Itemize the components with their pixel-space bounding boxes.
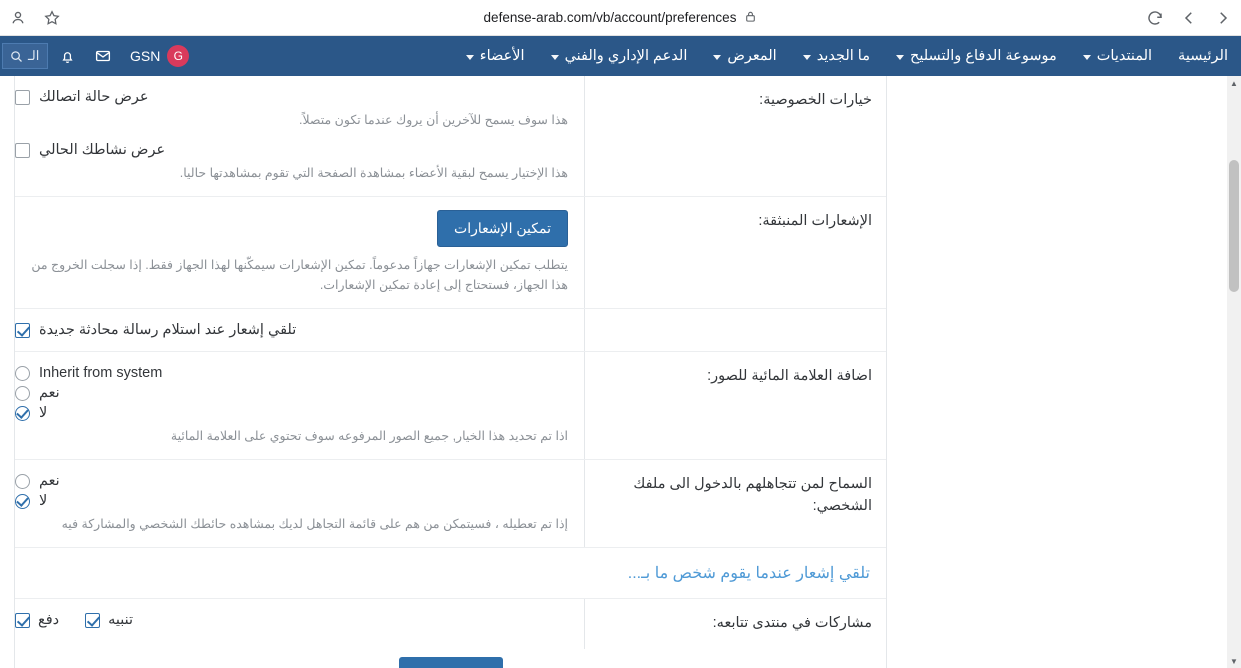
row-field	[15, 76, 584, 196]
option-show-current-activity[interactable]	[15, 142, 568, 158]
browser-right-controls	[1141, 0, 1237, 35]
checkbox[interactable]	[85, 613, 100, 628]
option-label: لا	[39, 405, 48, 421]
nav-item-support[interactable]	[538, 36, 701, 76]
nav-item-label: المعرض	[727, 48, 777, 64]
preference-row-ignored-profile-access	[15, 460, 886, 548]
search-partial-text: الـ	[28, 48, 40, 63]
page-left-margin	[0, 76, 14, 668]
option-show-online-status[interactable]	[15, 89, 568, 105]
radio-button[interactable]	[15, 406, 30, 421]
back-arrow-icon[interactable]	[1175, 4, 1203, 32]
row-field	[15, 460, 584, 547]
row-label	[584, 309, 886, 351]
profile-icon[interactable]	[4, 4, 32, 32]
user-menu[interactable]	[122, 45, 197, 67]
nav-item-label: المنتديات	[1096, 48, 1153, 64]
option-label: تلقي إشعار عند استلام رسالة محادثة جديدة	[39, 322, 297, 338]
lock-icon	[744, 10, 757, 26]
option-push[interactable]	[15, 612, 59, 628]
radio-option-no[interactable]	[15, 493, 568, 509]
checkbox[interactable]	[15, 90, 30, 105]
nav-user-area	[0, 36, 197, 76]
radio-option-inherit[interactable]	[15, 365, 568, 381]
option-hint: هذا سوف يسمح للآخرين أن يروك عندما تكون متصلاً.	[298, 113, 568, 127]
preference-row-privacy	[15, 76, 886, 197]
preferences-form	[14, 76, 887, 668]
ignored-profile-hint: إذا تم تعطيله ، فسيتمكن من هم على قائمة التجاهل لديك بمشاهده حائطك الشخصي والمشاركة فيه	[61, 517, 568, 531]
section-header-notifications: تلقي إشعار عندما يقوم شخص ما بـ...	[15, 548, 886, 599]
checkbox[interactable]	[15, 143, 30, 158]
search-input[interactable]	[2, 43, 48, 69]
save-button[interactable]	[399, 657, 503, 668]
option-hint: هذا الإختيار يسمح لبقية الأعضاء بمشاهدة الصفحة التي تقوم بمشاهدتها حاليا.	[179, 166, 568, 180]
nav-item-label: الدعم الإداري والفني	[564, 48, 688, 64]
radio-option-yes[interactable]	[15, 385, 568, 401]
chevron-down-icon	[803, 55, 811, 60]
nav-item-forums[interactable]	[1070, 36, 1165, 76]
chevron-down-icon	[896, 55, 904, 60]
push-notifications-hint: يتطلب تمكين الإشعارات جهازاً مدعوماً. تمكين الإشعارات سيمكّنها لهذا الجهاز فقط. إذا سجلت الخروج من هذا الجهاز، فستحتاج إلى إعادة تمكين الإشعارات.	[31, 258, 568, 292]
row-label: السماح لمن تتجاهلهم بالدخول الى ملفك الشخصي:	[584, 460, 886, 547]
row-field	[15, 197, 584, 308]
preference-row-watched-forum	[15, 599, 886, 649]
preference-row-conversation-alert	[15, 309, 886, 352]
row-label: الإشعارات المنبثقة:	[584, 197, 886, 308]
enable-notifications-button[interactable]: تمكين الإشعارات	[437, 210, 568, 247]
nav-item-home[interactable]	[1165, 36, 1241, 76]
scroll-down-icon[interactable]: ▼	[1230, 656, 1238, 666]
checkbox[interactable]	[15, 613, 30, 628]
option-alert[interactable]	[85, 612, 133, 628]
nav-item-label: الأعضاء	[479, 48, 525, 64]
address-bar[interactable]	[0, 0, 1241, 35]
option-label: نعم	[39, 473, 60, 489]
save-button-partial[interactable]	[15, 649, 886, 668]
preferences-content	[23, 76, 1241, 668]
nav-item-members[interactable]	[453, 36, 538, 76]
radio-button[interactable]	[15, 386, 30, 401]
row-field	[15, 309, 584, 351]
option-label: دفع	[38, 612, 60, 628]
search-icon	[9, 49, 24, 64]
option-label: Inherit from system	[39, 365, 163, 381]
avatar: G	[167, 45, 189, 67]
chevron-down-icon	[713, 55, 721, 60]
row-label: اضافة العلامة المائية للصور:	[584, 352, 886, 459]
option-label: تنبيه	[108, 612, 134, 628]
reload-icon[interactable]	[1141, 4, 1169, 32]
forward-arrow-icon[interactable]	[1209, 4, 1237, 32]
chevron-down-icon	[1083, 55, 1091, 60]
site-navigation	[0, 36, 1241, 76]
user-name: GSN	[130, 48, 161, 64]
browser-left-controls	[4, 0, 66, 35]
row-field	[15, 352, 584, 459]
bell-icon[interactable]	[50, 36, 84, 76]
nav-item-label: موسوعة الدفاع والتسليح	[910, 48, 1057, 64]
checkbox[interactable]	[15, 323, 30, 338]
option-label: لا	[39, 493, 48, 509]
url-text: defense-arab.com/vb/account/preferences	[483, 10, 737, 25]
option-conversation-alert[interactable]	[15, 322, 568, 338]
row-label: خيارات الخصوصية:	[584, 76, 886, 196]
nav-item-label: الرئيسية	[1178, 48, 1228, 64]
watermark-hint: اذا تم تحديد هذا الخيار, جميع الصور المرفوعه سوف تحتوي على العلامة المائية	[170, 429, 568, 443]
radio-option-no[interactable]	[15, 405, 568, 421]
page-body	[0, 76, 1241, 668]
scroll-up-icon[interactable]: ▲	[1230, 78, 1238, 88]
radio-button[interactable]	[15, 474, 30, 489]
option-label: عرض نشاطك الحالي	[39, 142, 166, 158]
row-label: مشاركات في منتدى تتابعه:	[584, 599, 886, 649]
nav-item-gallery[interactable]	[700, 36, 789, 76]
nav-item-whats-new[interactable]	[790, 36, 883, 76]
nav-item-label: ما الجديد	[816, 48, 870, 64]
nav-item-defense-encyclopedia[interactable]	[883, 36, 1070, 76]
browser-toolbar	[0, 0, 1241, 36]
preference-row-push-notifications	[15, 197, 886, 309]
mail-icon[interactable]	[86, 36, 120, 76]
page-scrollbar[interactable]	[1227, 76, 1241, 668]
option-label: نعم	[39, 385, 60, 401]
scroll-thumb[interactable]	[1229, 160, 1239, 292]
radio-button[interactable]	[15, 366, 30, 381]
preference-row-watermark	[15, 352, 886, 460]
option-label: عرض حالة اتصالك	[39, 89, 149, 105]
radio-button[interactable]	[15, 494, 30, 509]
star-icon[interactable]	[38, 4, 66, 32]
chevron-down-icon	[551, 55, 559, 60]
chevron-down-icon	[466, 55, 474, 60]
row-field	[15, 599, 584, 649]
watched-forum-options	[15, 612, 568, 628]
radio-option-yes[interactable]	[15, 473, 568, 489]
